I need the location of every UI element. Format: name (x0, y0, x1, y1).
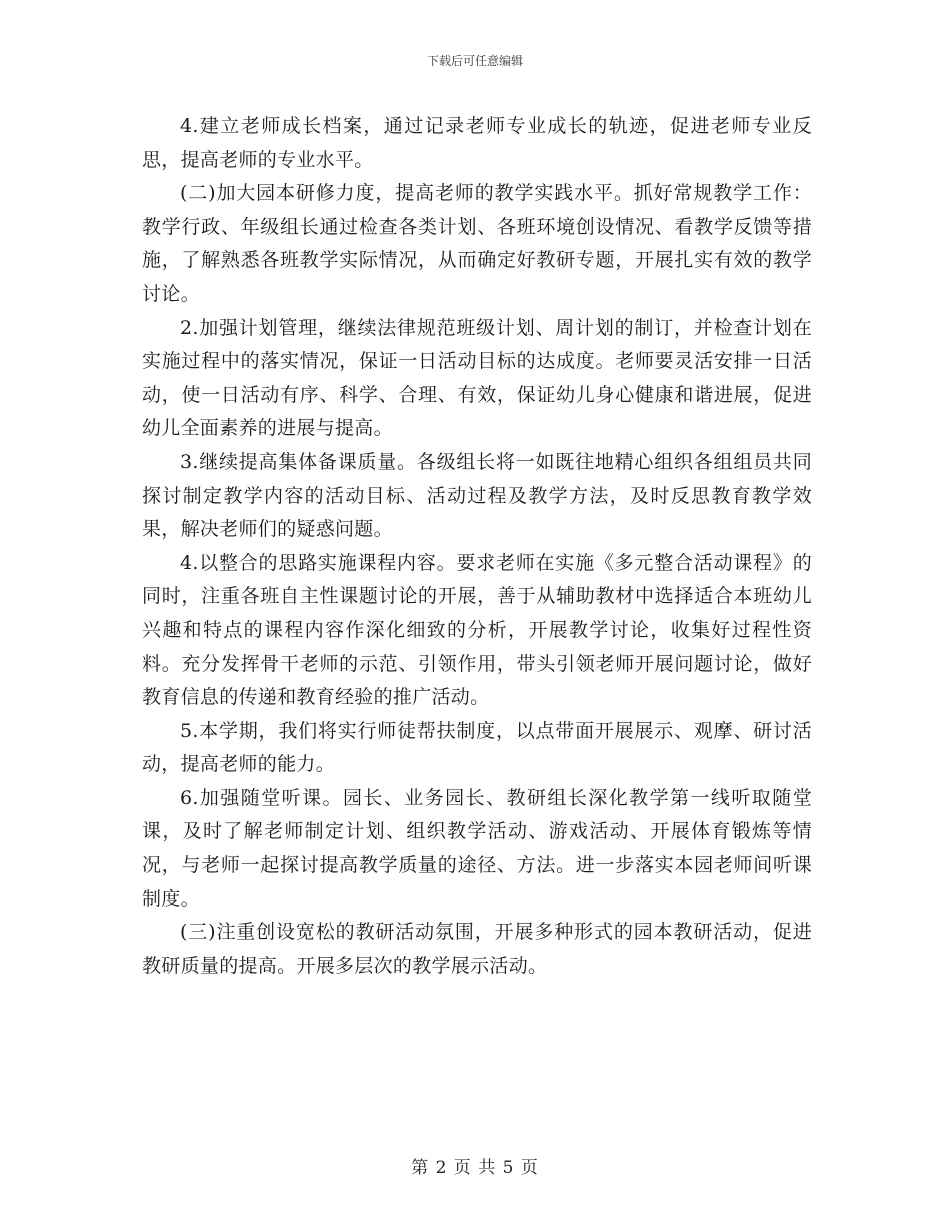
paragraph: (三)注重创设宽松的教研活动氛围，开展多种形式的园本教研活动，促进教研质量的提高。开展多层次的教学展示活动。 (142, 921, 812, 977)
paragraph: 5.本学期，我们将实行师徒帮扶制度，以点带面开展展示、观摩、研讨活动，提高老师的能力。 (142, 719, 812, 776)
document-body (142, 110, 812, 983)
page-header: 下载后可任意编辑 (426, 54, 523, 68)
paragraph: 4.以整合的思路实施课程内容。要求老师在实施《多元整合活动课程》的同时，注重各班自主性课题讨论的开展，善于从辅助教材中选择适合本班幼儿兴趣和特点的课程内容作深化细致的分析，开展教学讨论，收集好过程性资料。充分发挥骨干老师的示范、引领作用，带头引领老师开展问题讨论，做好教育信息的传递和教育经验的推广活动。 (142, 551, 812, 709)
paragraph: 3.继续提高集体备课质量。各级组长将一如既往地精心组织各组组员共同探讨制定教学内容的活动目标、活动过程及教学方法，及时反思教育教学效果，解决老师们的疑惑问题。 (142, 450, 812, 541)
paragraph: 4.建立老师成长档案，通过记录老师专业成长的轨迹，促进老师专业反思，提高老师的专业水平。 (142, 115, 812, 171)
paragraph: 2.加强计划管理，继续法律规范班级计划、周计划的制订，并检查计划在实施过程中的落实情况，保证一日活动目标的达成度。老师要灵活安排一日活动，使一日活动有序、科学、合理、有效，保证幼儿身心健康和谐进展，促进幼儿全面素养的进展与提高。 (142, 316, 812, 440)
paragraph: 6.加强随堂听课。园长、业务园长、教研组长深化教学第一线听取随堂课，及时了解老师制定计划、组织教学活动、游戏活动、开展体育锻炼等情况，与老师一起探讨提高教学质量的途径、方法。进一步落实本园老师间听课制度。 (142, 786, 812, 910)
page-number-footer: 第 2 页 共 5 页 (411, 1158, 539, 1178)
paragraph: (二)加大园本研修力度，提高老师的教学实践水平。抓好常规教学工作：教学行政、年级组长通过检查各类计划、各班环境创设情况、看教学反馈等措施，了解熟悉各班教学实际情况，从而确定好教研专题，开展扎实有效的教学讨论。 (142, 182, 812, 305)
